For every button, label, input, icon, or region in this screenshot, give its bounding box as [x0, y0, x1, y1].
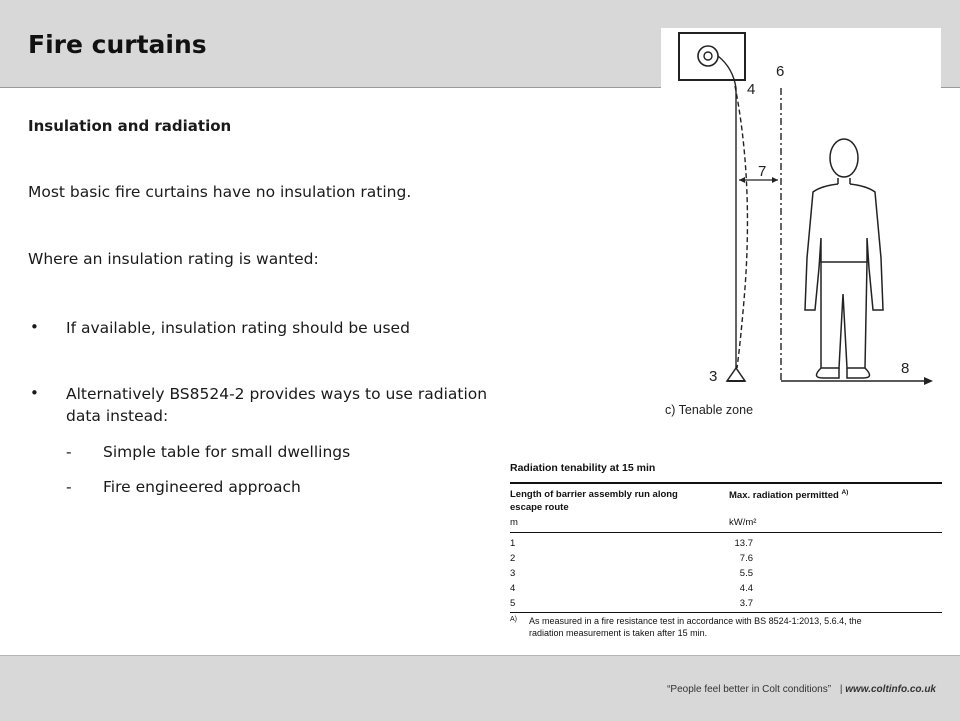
table-note-rule — [510, 612, 942, 613]
sub-item-marker: - — [66, 478, 72, 496]
table-row-radiation: 7.6 — [739, 553, 753, 564]
table-row-length: 5 — [510, 598, 516, 609]
label-4: 4 — [747, 81, 756, 98]
bullet-marker: • — [30, 384, 39, 402]
col2-unit: kW/m² — [729, 517, 757, 528]
col2-header-footnote: A) — [841, 489, 849, 496]
col2-header-text: Max. radiation permitted — [729, 490, 839, 502]
table-top-rule — [510, 482, 942, 484]
table-row-radiation: 3.7 — [739, 598, 753, 609]
subheading: Insulation and radiation — [28, 117, 232, 135]
table-row-radiation: 5.5 — [739, 568, 753, 579]
curtain-line — [718, 56, 736, 368]
curtain-roll — [698, 46, 718, 66]
table-row-length: 2 — [510, 553, 516, 564]
table-note-line2: radiation measurement is taken after 15 min. — [529, 628, 708, 638]
table-row-length: 4 — [510, 583, 516, 594]
curtain-deflection — [735, 86, 747, 368]
person-figure — [805, 139, 883, 378]
sub-item-marker: - — [66, 443, 72, 461]
label-3: 3 — [709, 368, 718, 385]
paragraph-insulation-wanted: Where an insulation rating is wanted: — [28, 250, 319, 268]
col1-header-line1: Length of barrier assembly run along — [510, 489, 678, 500]
label-6: 6 — [776, 63, 785, 80]
footer-website: www.coltinfo.co.uk — [845, 684, 936, 695]
sub-item-simple-table: Simple table for small dwellings — [103, 443, 351, 461]
paragraph-no-insulation: Most basic fire curtains have no insulation rating. — [28, 183, 412, 201]
col2-header — [729, 489, 848, 501]
sub-item-fire-engineered: Fire engineered approach — [103, 478, 301, 496]
table-title: Radiation tenability at 15 min — [510, 462, 656, 474]
table-row-radiation: 4.4 — [739, 583, 753, 594]
table-note-marker: A) — [510, 616, 517, 623]
table-row-length: 1 — [510, 538, 516, 549]
slide-title: Fire curtains — [28, 30, 207, 59]
label-7: 7 — [758, 163, 767, 180]
tenable-zone-figure — [661, 28, 941, 430]
curtain-base — [727, 368, 745, 381]
table-header-rule — [510, 532, 942, 533]
bullet-radiation-line1: Alternatively BS8524-2 provides ways to use radiation — [66, 385, 488, 403]
col1-unit: m — [510, 517, 518, 528]
table-row-length: 3 — [510, 568, 516, 579]
radiation-table — [505, 458, 945, 643]
footer-separator: | — [839, 684, 843, 695]
figure-caption: c) Tenable zone — [665, 403, 754, 417]
footer — [667, 684, 936, 695]
table-note-line1: As measured in a fire resistance test in accordance with BS 8524-1:2013, 5.6.4, the — [529, 616, 862, 626]
bullet-insulation-rating: If available, insulation rating should be used — [66, 319, 410, 337]
table-row-radiation: 13.7 — [734, 538, 753, 549]
col1-header-line2: escape route — [510, 502, 569, 513]
tenable-zone-diagram — [661, 28, 941, 430]
label-8: 8 — [901, 360, 910, 377]
bullet-radiation-line2: data instead: — [66, 407, 169, 425]
footer-tagline: “People feel better in Colt conditions” — [667, 684, 832, 695]
bullet-marker: • — [30, 318, 39, 336]
